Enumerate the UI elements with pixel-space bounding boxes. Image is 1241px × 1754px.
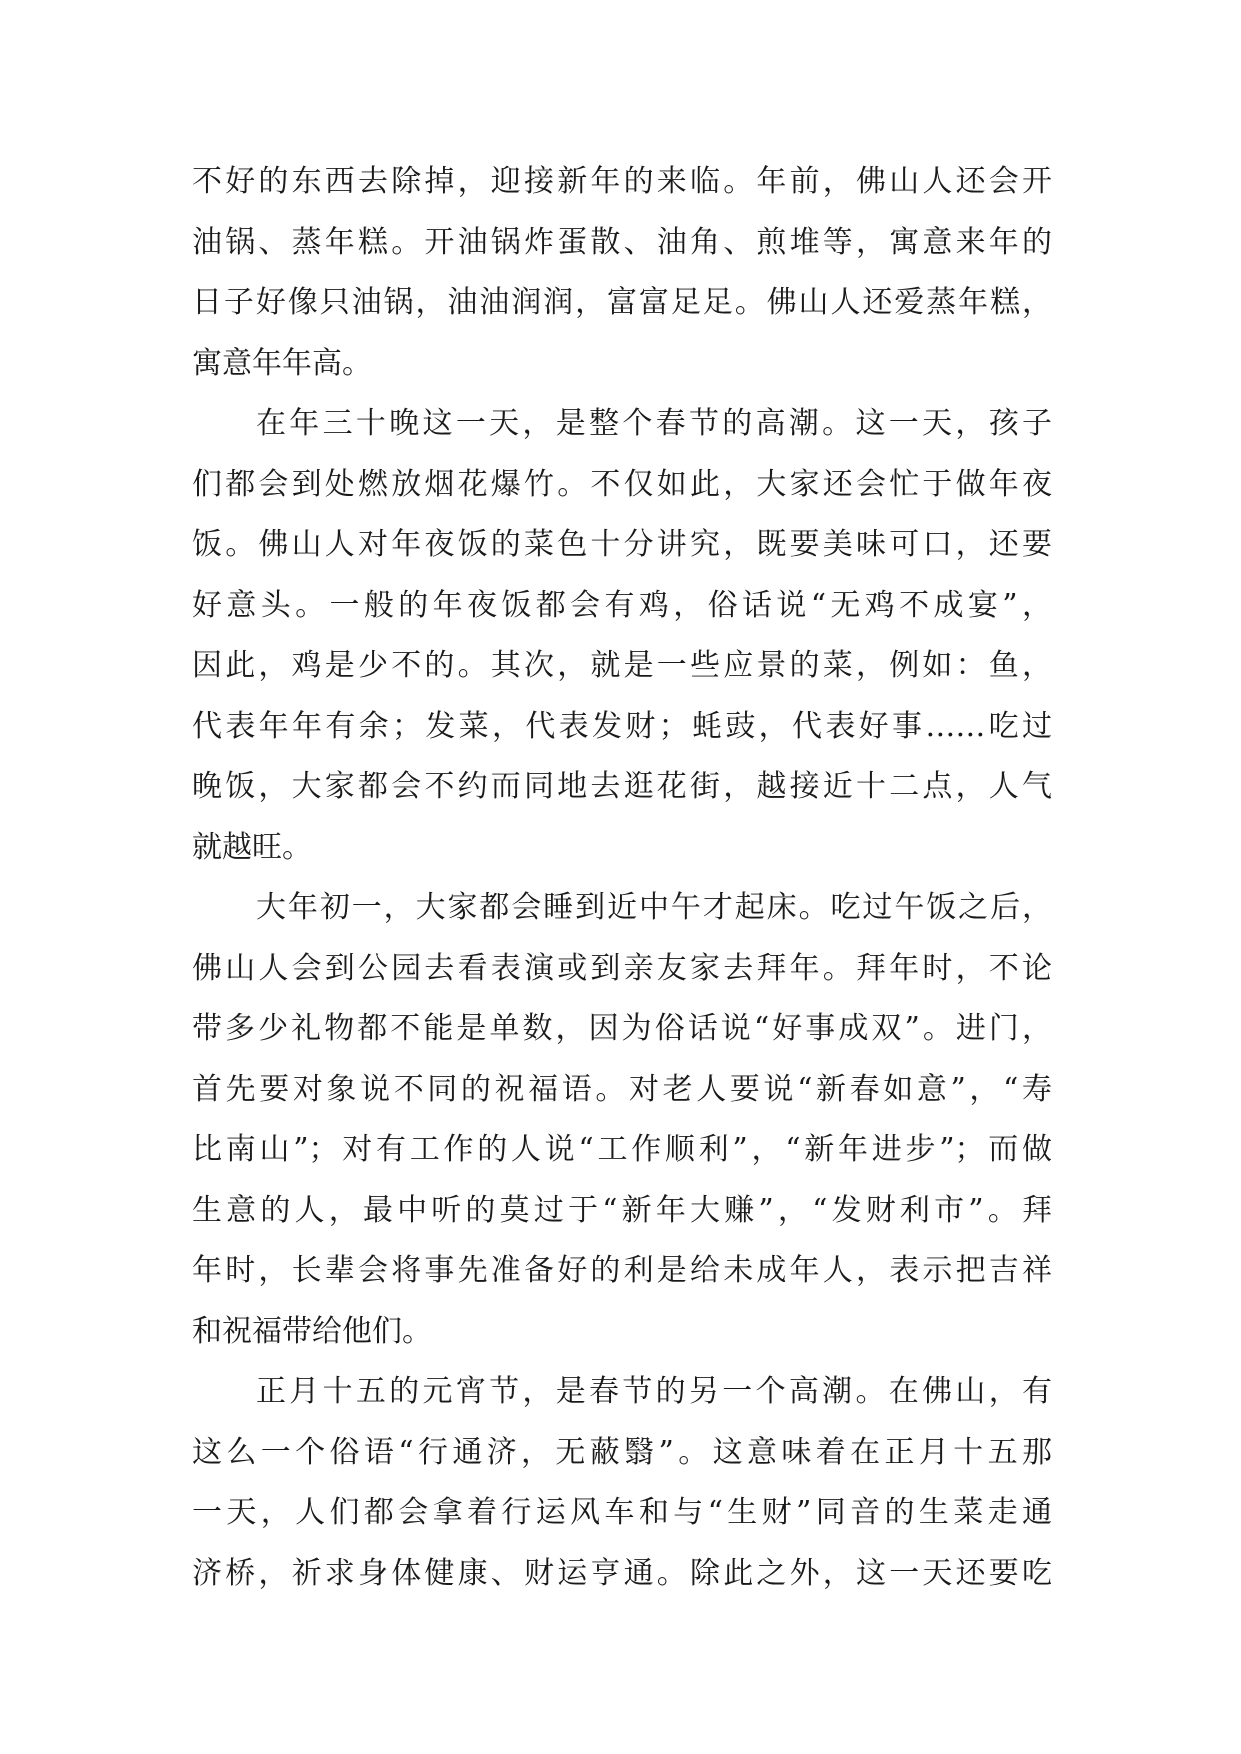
- text-line: 油锅、蒸年糕。开油锅炸蛋散、油角、煎堆等，寓意来年的: [192, 224, 1052, 260]
- text-line: 和祝福带给他们。: [192, 1313, 432, 1349]
- text-line: 一天，人们都会拿着行运风车和与“生财”同音的生菜走通: [192, 1495, 1052, 1530]
- text-line: 正月十五的元宵节，是春节的另一个高潮。在佛山，有: [256, 1374, 1052, 1409]
- text-line: 生意的人，最中听的莫过于“新年大赚”，“发财利市”。拜: [192, 1192, 1052, 1228]
- text-line: 寓意年年高。: [192, 345, 372, 381]
- text-line: 佛山人会到公园去看表演或到亲友家去拜年。拜年时，不论: [192, 950, 1052, 986]
- text-line: 大年初一，大家都会睡到近中午才起床。吃过午饭之后，: [256, 890, 1052, 925]
- paragraph-2: [192, 394, 1052, 878]
- text-line: 好意头。一般的年夜饭都会有鸡，俗话说“无鸡不成宴”，: [192, 587, 1052, 623]
- text-line: 日子好像只油锅，油油润润，富富足足。佛山人还爱蒸年糕，: [192, 285, 1052, 320]
- text-line: 晚饭，大家都会不约而同地去逛花街，越接近十二点，人气: [192, 769, 1052, 804]
- text-line: 带多少礼物都不能是单数，因为俗话说“好事成双”。进门，: [192, 1011, 1052, 1046]
- text-line: 比南山”；对有工作的人说“工作顺利”，“新年进步”；而做: [192, 1132, 1052, 1167]
- article-body: [192, 152, 1052, 1604]
- text-line: 就越旺。: [192, 829, 312, 865]
- text-line: 这么一个俗语“行通济，无蔽翳”。这意味着在正月十五那: [192, 1434, 1052, 1470]
- text-line: 们都会到处燃放烟花爆竹。不仅如此，大家还会忙于做年夜: [192, 466, 1052, 502]
- text-line: 济桥，祈求身体健康、财运亨通。除此之外，这一天还要吃: [192, 1555, 1052, 1591]
- text-line: 不好的东西去除掉，迎接新年的来临。年前，佛山人还会开: [192, 164, 1052, 199]
- text-line: 因此，鸡是少不的。其次，就是一些应景的菜，例如：鱼，: [192, 648, 1052, 683]
- text-line: 代表年年有余；发菜，代表发财；蚝豉，代表好事……吃过: [192, 708, 1052, 744]
- paragraph-1: [192, 152, 1052, 394]
- paragraph-4: [192, 1362, 1052, 1604]
- text-line: 饭。佛山人对年夜饭的菜色十分讲究，既要美味可口，还要: [192, 527, 1052, 562]
- text-line: 在年三十晚这一天，是整个春节的高潮。这一天，孩子: [256, 406, 1052, 441]
- text-line: 年时，长辈会将事先准备好的利是给未成年人，表示把吉祥: [192, 1253, 1052, 1288]
- text-line: 首先要对象说不同的祝福语。对老人要说“新春如意”，“寿: [192, 1071, 1052, 1107]
- paragraph-3: [192, 878, 1052, 1362]
